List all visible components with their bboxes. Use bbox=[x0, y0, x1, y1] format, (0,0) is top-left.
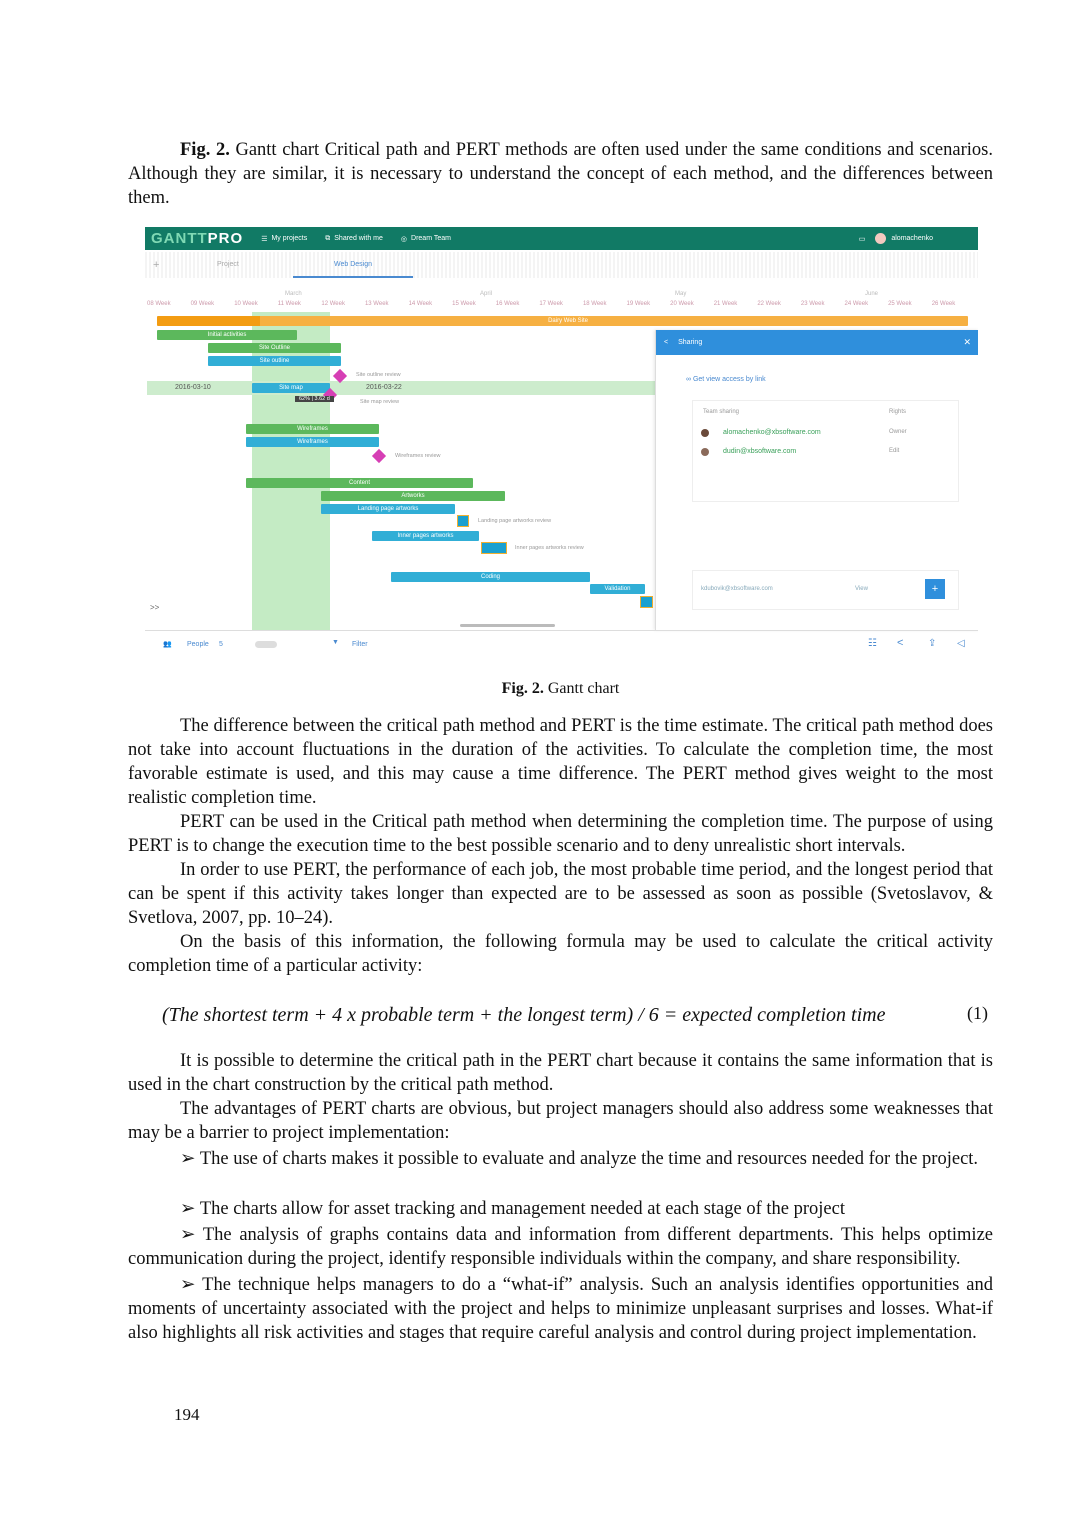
review-task[interactable] bbox=[640, 596, 653, 608]
arrow-bullet-icon: ➢ bbox=[180, 1149, 196, 1169]
page-number: 194 bbox=[174, 1405, 200, 1424]
week-label: 18 Week bbox=[582, 301, 607, 307]
task-bar[interactable]: Wireframes bbox=[246, 437, 379, 447]
week-label: 09 Week bbox=[190, 301, 215, 307]
bottom-toolbar bbox=[145, 630, 978, 660]
nav-shared[interactable]: ⧉ Shared with me bbox=[325, 234, 383, 242]
nav-my-projects[interactable]: ☰ My projects bbox=[261, 235, 308, 243]
task-label: Wireframes review bbox=[395, 453, 441, 459]
horizontal-scrollbar[interactable] bbox=[460, 624, 555, 627]
avatar bbox=[701, 448, 709, 456]
task-bar[interactable]: Content bbox=[246, 478, 473, 488]
menu-icon: ☰ bbox=[261, 235, 268, 243]
toggle[interactable] bbox=[255, 641, 277, 648]
bullet-item: ➢ The analysis of graphs contains data and information from different departments. This helps optimize communication during the project, identify responsible individuals within the company, and share responsibility. bbox=[128, 1225, 993, 1269]
share-icon[interactable]: < bbox=[897, 637, 904, 649]
expand-button[interactable]: >> bbox=[150, 603, 160, 612]
link-icon: ∞ bbox=[686, 376, 693, 383]
summary-bar[interactable]: Dairy Web Site bbox=[157, 316, 968, 326]
task-bar[interactable]: Site map bbox=[252, 383, 330, 393]
week-label: 21 Week bbox=[713, 301, 738, 307]
week-label: 10 Week bbox=[234, 301, 258, 307]
review-task[interactable] bbox=[481, 542, 507, 554]
arrow-bullet-icon: ➢ bbox=[180, 1225, 196, 1245]
task-label: Inner pages artworks review bbox=[515, 545, 584, 551]
intro-text: Gantt chart Critical path and PERT methods are often used under the same conditions and scenarios. Although they are similar, it is necessary to understand the concept of each method, and the differences between them. bbox=[128, 140, 993, 208]
task-bar[interactable]: Inner pages artworks bbox=[372, 531, 479, 541]
view-link[interactable]: ∞ Get view access by link bbox=[686, 376, 766, 383]
week-label: 22 Week bbox=[757, 301, 781, 307]
week-label: 13 Week bbox=[364, 301, 389, 307]
close-icon[interactable]: ✕ bbox=[963, 337, 971, 347]
task-label: Site outline review bbox=[356, 372, 401, 378]
week-label: 11 Week bbox=[277, 301, 301, 307]
invite-rights-select[interactable]: View bbox=[855, 586, 868, 592]
add-tab-button[interactable]: + bbox=[153, 259, 160, 271]
week-label: 26 Week bbox=[931, 301, 956, 307]
week-label: 17 Week bbox=[539, 301, 563, 307]
body-paragraph: On the basis of this information, the following formula may be used to calculate the critical activity completion time of a particular activity: bbox=[128, 932, 993, 976]
rights-select[interactable]: Edit bbox=[889, 448, 900, 454]
week-label: 08 Week bbox=[147, 301, 171, 307]
task-bar[interactable]: Artworks bbox=[321, 491, 505, 501]
bullet-item: ➢ The technique helps managers to do a “what-if” analysis. Such an analysis identifies opportunities and moments of uncertainty associated with the project and helps to minimize unpleasant surprises and losses. What-if also highlights all risk activities and stages that require careful analysis and control during project implementation. bbox=[128, 1275, 993, 1343]
body-paragraph: In order to use PERT, the performance of each job, the most probable time period, and the longest period that can be spent if this activity takes longer than expected are to be assessed as soon as possible (Svetoslavov, & Svetlova, 2007, pp. 10–24). bbox=[128, 860, 993, 928]
tab-web-design[interactable]: Web Design bbox=[293, 252, 413, 278]
body-paragraph: PERT can be used in the Critical path method when determining the completion time. The purpose of using PERT is to change the execution time to the best possible scenario and to deny unrealistic short intervals. bbox=[128, 812, 993, 856]
task-bar[interactable]: Landing page artworks bbox=[321, 504, 455, 514]
ganttpro-logo: GANTTPRO bbox=[151, 230, 244, 247]
team-sharing-table: Team sharing Rights alomachenko@xbsoftware.com Owner dudin@xbsoftware.com Edit bbox=[692, 400, 959, 502]
sharing-panel bbox=[655, 330, 978, 630]
body-paragraph: The difference between the critical path method and PERT is the time estimate. The critical path method does not take into account fluctuations in the duration of the activities. To calculate the completion time, the most favorable estimate is used, and this may cause a time difference. The PERT method gives weight to the most realistic completion time. bbox=[128, 716, 993, 808]
project-tabs bbox=[145, 252, 978, 278]
week-label: 20 Week bbox=[670, 301, 694, 307]
end-date: 2016-03-22 bbox=[366, 384, 402, 391]
week-label: 24 Week bbox=[844, 301, 869, 307]
add-member-button[interactable]: + bbox=[925, 579, 945, 599]
week-label: 25 Week bbox=[888, 301, 912, 307]
week-label: 19 Week bbox=[626, 301, 651, 307]
task-bar[interactable]: Site Outline bbox=[208, 343, 341, 353]
sharing-header bbox=[656, 330, 978, 355]
task-bar[interactable]: Initial activities bbox=[157, 330, 297, 340]
team-icon: ◎ bbox=[400, 235, 408, 243]
task-bar[interactable]: Validation bbox=[590, 584, 645, 594]
tab-project[interactable]: Project bbox=[217, 261, 239, 268]
week-label: 23 Week bbox=[800, 301, 825, 307]
avatar[interactable] bbox=[875, 233, 886, 244]
app-header bbox=[145, 227, 978, 250]
formula: (The shortest term + 4 x probable term + the longest term) / 6 = expected completion time bbox=[162, 1004, 886, 1026]
body-paragraph: The advantages of PERT charts are obvious, but project managers should also address some weaknesses that may be a barrier to project implementation: bbox=[128, 1099, 993, 1143]
user-name[interactable]: alomachenko bbox=[891, 235, 933, 242]
start-date: 2016-03-10 bbox=[175, 384, 211, 391]
nav-team[interactable]: ◎ Dream Team bbox=[400, 235, 451, 243]
body-paragraph: It is possible to determine the critical path in the PERT chart because it contains the same information that is used in the chart construction by the critical path method. bbox=[128, 1051, 993, 1095]
gantt-screenshot: GANTTPRO ☰ My projects ⧉ Shared with me ◎ Dream Team ▭ alomachenko + Project Web Design March April May June 08 Week 09 Week 10 Week 11 Week 12 Week 13 Week 14 Week 15 Week 16 Week 17 Week 18 Week 19 Week 20 Week 21 Week 22 Week 23 Week 24 Week 25 Week 26 Week Dairy Web Site Initial activities Site Outline Site outline Site outline review 2016-03-10 Site map 2016-03-22 62% | 3.62 d Site map review Wireframes Wireframes Wireframes review Content Artworks Landing page artworks Landing page artworks review Inner pages artworks Inner pages artworks review Coding Validation >> < Sharing ✕ ∞ Get view access by link Team sharing Rights alomachenko@xbsoftware.com Owner dudin@xbsoftware.com Edit kdubovik@xbsoftware.com View + 👥 People 5 ▼ Filter ☷ < ⇪ ◁ bbox=[145, 227, 978, 660]
chat-icon[interactable]: ▭ bbox=[858, 235, 866, 243]
arrow-bullet-icon: ➢ bbox=[180, 1199, 196, 1219]
task-bar[interactable]: Site outline bbox=[208, 356, 341, 366]
milestone-diamond[interactable] bbox=[372, 449, 386, 463]
intro-paragraph bbox=[128, 138, 993, 210]
invite-email-input[interactable]: kdubovik@xbsoftware.com bbox=[701, 586, 773, 592]
share-icon: < bbox=[664, 339, 669, 346]
week-label: 15 Week bbox=[452, 301, 476, 307]
filter-icon[interactable]: ▼ bbox=[332, 639, 339, 646]
people-icon: 👥 bbox=[163, 641, 172, 648]
week-row bbox=[147, 301, 978, 307]
review-task[interactable] bbox=[457, 515, 469, 527]
bullet-item: ➢ The charts allow for asset tracking and management needed at each stage of the project bbox=[180, 1199, 845, 1219]
task-bar[interactable]: Wireframes bbox=[246, 424, 379, 434]
week-label: 14 Week bbox=[408, 301, 433, 307]
task-label: Landing page artworks review bbox=[478, 518, 552, 524]
filter-label[interactable]: Filter bbox=[352, 641, 368, 648]
avatar bbox=[701, 429, 709, 437]
people-count: 5 bbox=[219, 641, 223, 648]
week-label: 16 Week bbox=[495, 301, 520, 307]
invite-row bbox=[692, 570, 959, 610]
bullet-item: ➢ The use of charts makes it possible to evaluate and analyze the time and resources needed for the project. bbox=[180, 1149, 979, 1169]
announce-icon[interactable]: ◁ bbox=[957, 638, 965, 649]
progress-tooltip: 62% | 3.62 d bbox=[295, 396, 334, 402]
share-box-icon: ⧉ bbox=[325, 234, 331, 242]
export-icon[interactable]: ⇪ bbox=[928, 638, 937, 649]
formula-number: (1) bbox=[967, 1003, 988, 1023]
sharing-title: Sharing bbox=[678, 339, 703, 346]
arrow-bullet-icon: ➢ bbox=[180, 1275, 196, 1295]
people-label[interactable]: People bbox=[187, 641, 209, 648]
figure-caption: Fig. 2. Gantt chart bbox=[501, 680, 620, 697]
fig-label: Fig. 2. bbox=[180, 140, 230, 160]
settings-sliders-icon[interactable]: ☷ bbox=[868, 638, 877, 649]
task-bar[interactable]: Coding bbox=[391, 572, 590, 582]
week-label: 12 Week bbox=[321, 301, 345, 307]
task-label: Site map review bbox=[360, 399, 400, 405]
